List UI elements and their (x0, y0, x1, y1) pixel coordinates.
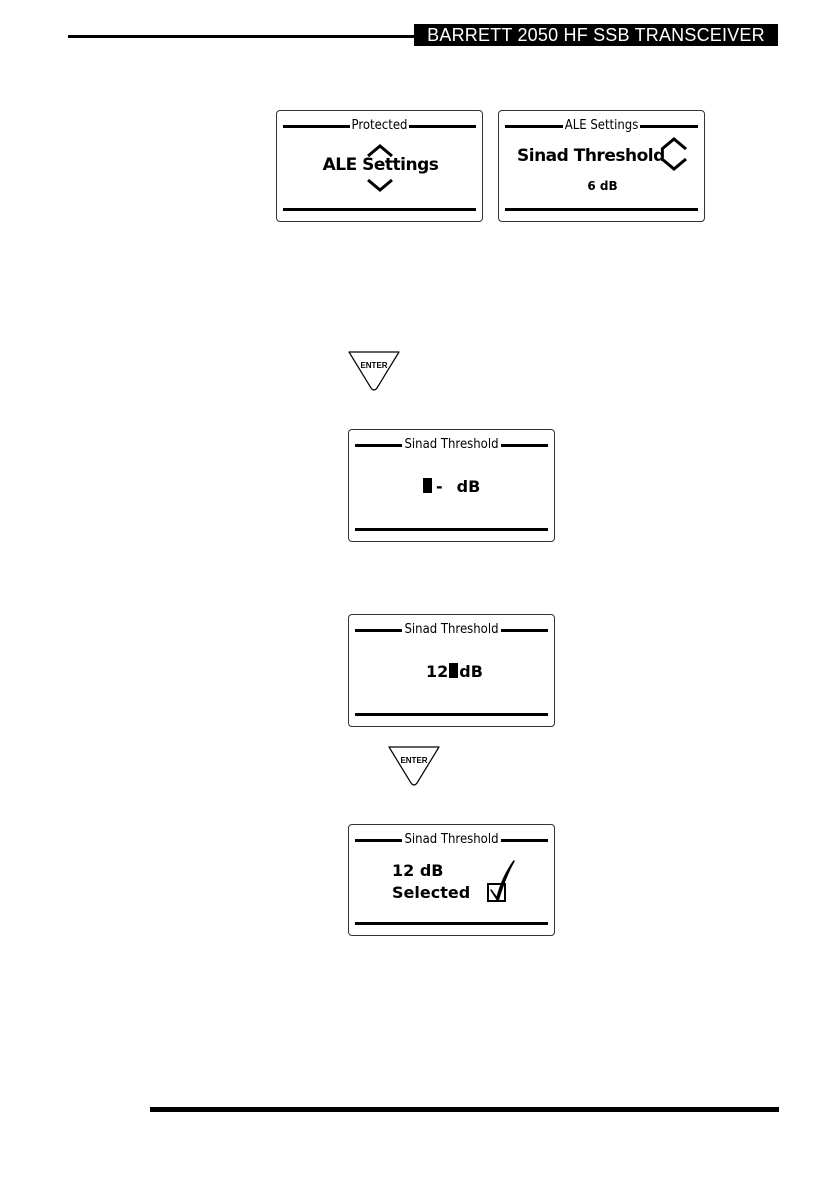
lcd-titlebar (355, 436, 548, 454)
lcd-titlebar (505, 117, 698, 135)
lcd-screen-protected (276, 110, 483, 222)
entry-value: 12 (426, 662, 449, 681)
lcd-titlebar (355, 621, 548, 639)
enter-key-shape-icon (386, 745, 442, 787)
chevron-down-icon (661, 158, 687, 171)
lcd-screen-entry-blank (348, 429, 555, 542)
selected-value: 12 dB (392, 861, 444, 880)
lcd-titlebar (283, 117, 476, 135)
chevron-up-icon (661, 137, 687, 150)
enter-key-shape-icon (346, 350, 402, 392)
lcd-title: Sinad Threshold (404, 622, 499, 637)
lcd-title: Sinad Threshold (404, 832, 499, 847)
checkmark-icon (485, 859, 517, 905)
selected-status: Selected (392, 883, 471, 902)
header-rule (68, 35, 414, 38)
entry-unit: dB (456, 477, 481, 496)
lcd-title: Sinad Threshold (404, 437, 499, 452)
footer-rule (150, 1107, 779, 1112)
lcd-screen-entry-12 (348, 614, 555, 727)
menu-item-label: ALE Settings (322, 155, 439, 175)
lcd-title: ALE Settings (564, 118, 639, 133)
chevron-down-icon (367, 179, 393, 192)
cursor-block-icon (449, 663, 458, 678)
lcd-titlebar (355, 831, 548, 849)
enter-button-label: ENTER (400, 756, 428, 765)
enter-button-label: ENTER (360, 361, 388, 370)
enter-button[interactable] (346, 350, 402, 392)
header-title: BARRETT 2050 HF SSB TRANSCEIVER (414, 24, 778, 46)
enter-button[interactable] (386, 745, 442, 787)
entry-field[interactable] (426, 662, 483, 681)
cursor-block-icon (423, 478, 432, 493)
menu-item-label: Sinad Threshold (517, 146, 665, 166)
lcd-title: Protected (351, 118, 408, 133)
entry-unit: dB (459, 662, 483, 681)
entry-field[interactable] (423, 477, 480, 496)
lcd-screen-ale-settings (498, 110, 705, 222)
current-value: 6 dB (587, 179, 618, 193)
entry-value: - (436, 477, 443, 496)
lcd-screen-selected (348, 824, 555, 936)
